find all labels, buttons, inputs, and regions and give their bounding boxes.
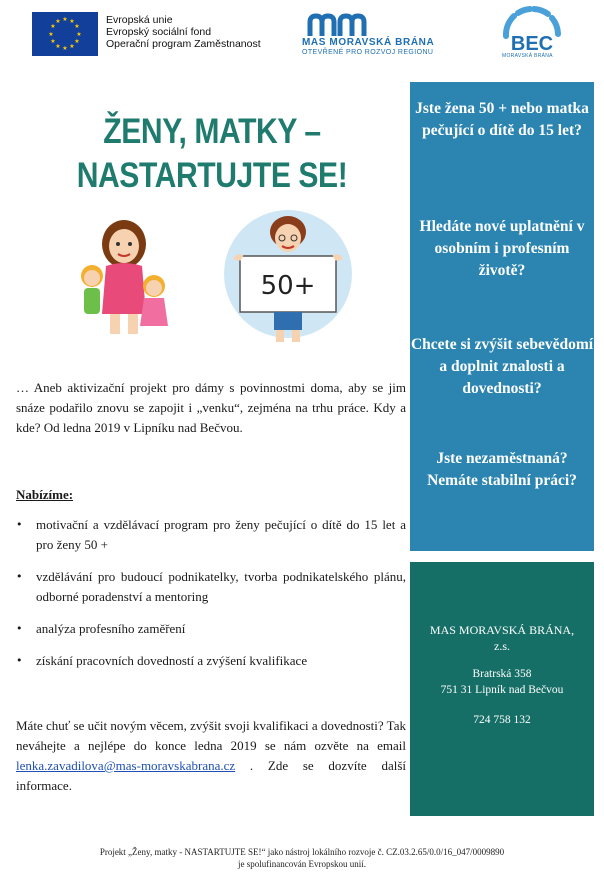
organization-phone: 724 758 132 xyxy=(473,714,531,726)
mas-name: MAS MORAVSKÁ BRÁNA xyxy=(302,37,435,48)
offer-list xyxy=(16,515,406,683)
eu-line: Evropský sociální fond xyxy=(106,26,212,38)
closing-paragraph xyxy=(16,716,406,796)
svg-text:★: ★ xyxy=(74,38,80,45)
title-line: NASTARTUJTE SE! xyxy=(76,156,348,195)
mother-with-children-illustration xyxy=(72,214,176,338)
badge-50plus: 50+ xyxy=(260,271,316,301)
email-link[interactable]: lenka.zavadilova@mas-moravskabrana.cz xyxy=(16,758,236,773)
question-4: Jste nezaměstnaná? Nemáte stabilní práci? xyxy=(427,450,577,489)
bec-sub: MORAVSKÁ BRÁNA xyxy=(502,53,553,59)
org-line: MAS MORAVSKÁ BRÁNA, xyxy=(429,623,575,637)
svg-text:★: ★ xyxy=(74,23,80,30)
list-item: • analýza profesního zaměření xyxy=(16,619,406,639)
list-item: • vzdělávání pro budoucí podnikatelky, tvorba podnikatelského plánu, odborné poradenství a mentoring xyxy=(16,567,406,607)
organization-address xyxy=(410,666,594,698)
org-line: z.s. xyxy=(494,639,510,653)
organization-name xyxy=(410,622,594,654)
address-city: 751 31 Lipník nad Bečvou xyxy=(440,684,564,696)
closing-text-after: . Zde se dozvíte další informace. xyxy=(16,758,406,793)
svg-text:★: ★ xyxy=(48,31,54,38)
footer-line: Projekt „Ženy, matky - NASTARTUJTE SE!“ jako nástroj lokálního rozvoje č. CZ.03.2.65/0.0/16_047/0009890 xyxy=(99,847,505,857)
closing-text: Máte chuť se učit novým věcem, zvýšit svoji kvalifikaci a dovednosti? Tak neváhejte a nejlépe do konce ledna 2019 se nám ozvěte na email xyxy=(16,718,406,753)
svg-text:★: ★ xyxy=(62,45,68,52)
question-1: Jste žena 50 + nebo matka pečující o dítě do 15 let? xyxy=(415,100,589,139)
woman-with-sign-illustration xyxy=(218,208,358,344)
eu-text xyxy=(106,14,261,50)
contact-panel xyxy=(410,562,594,816)
svg-text:★: ★ xyxy=(76,31,82,38)
footer-line: je spolufinancován Evropskou unií. xyxy=(238,859,366,869)
intro-paragraph: … Aneb aktivizační projekt pro dámy s povinnostmi doma, aby se jim snáze podařilo znovu se zapojit i „venku“, zejména na trhu práce. Kdy a kde? Od ledna 2019 v Lipníku nad Bečvou. xyxy=(16,380,406,435)
questions-panel xyxy=(410,82,594,551)
svg-text:★: ★ xyxy=(62,16,68,23)
svg-text:★: ★ xyxy=(69,43,75,50)
footer xyxy=(0,846,604,870)
eu-line: Operační program Zaměstnanost xyxy=(106,38,261,50)
svg-text:★: ★ xyxy=(50,38,56,45)
svg-text:★: ★ xyxy=(50,23,56,30)
eu-line: Evropská unie xyxy=(106,14,173,26)
question-3: Chcete si zvýšit sebevědomí a doplnit znalosti a dovednosti? xyxy=(410,336,594,397)
address-street: Bratrská 358 xyxy=(472,668,532,680)
svg-text:★: ★ xyxy=(69,18,75,25)
svg-text:★: ★ xyxy=(55,43,61,50)
eu-flag-logo xyxy=(32,12,98,56)
mas-tagline: OTEVŘENÉ PRO ROZVOJ REGIONU xyxy=(302,49,434,56)
title-line: ŽENY, MATKY – xyxy=(103,112,321,151)
page-title xyxy=(49,110,376,198)
question-2: Hledáte nové uplatnění v osobním i profesním životě? xyxy=(419,218,585,279)
offer-heading: Nabízíme: xyxy=(16,487,74,502)
list-item: • motivační a vzdělávací program pro ženy pečující o dítě do 15 let a pro ženy 50 + xyxy=(16,515,406,555)
svg-text:★: ★ xyxy=(55,18,61,25)
bec-name: BEC xyxy=(510,33,554,55)
list-item: • získání pracovních dovedností a zvýšení kvalifikace xyxy=(16,651,406,671)
